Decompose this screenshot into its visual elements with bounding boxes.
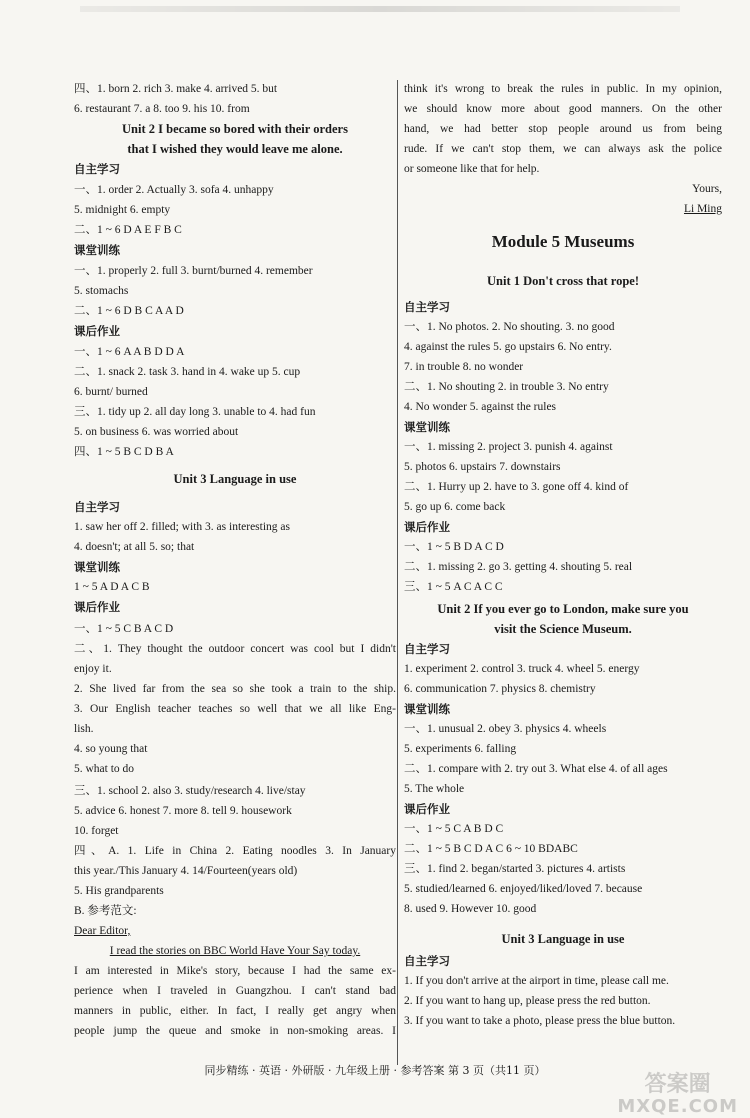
right-line (404, 540, 722, 554)
line-text: or someone like that for help. (404, 163, 540, 175)
left-line (74, 682, 396, 696)
line-text: enjoy it. (74, 663, 112, 675)
line-text: 5. what to do (74, 763, 135, 775)
left-line (74, 405, 396, 419)
line-text: 课后作业 (404, 802, 450, 816)
line-text: 5. studied/learned 6. enjoyed/liked/loved 7. because (404, 883, 643, 895)
line-text: Unit 1 Don't cross that rope! (487, 274, 639, 288)
line-text: 4. No wonder 5. against the rules (404, 401, 557, 413)
left-line (74, 580, 396, 594)
line-text: 4. so young that (74, 743, 148, 755)
right-line (404, 580, 722, 594)
left-line (74, 1004, 396, 1018)
line-text: 一、1. properly 2. full 3. burnt/burned 4. remember (74, 265, 313, 277)
line-text: Unit 3 Language in use (501, 932, 625, 946)
left-line (74, 1024, 396, 1038)
line-text: Dear Editor, (74, 925, 131, 937)
line-text: 课后作业 (404, 520, 450, 534)
right-line (404, 722, 722, 736)
right-line (404, 142, 722, 156)
left-section-label (74, 324, 396, 338)
line-text: 2. If you want to hang up, please press the red button. (404, 995, 651, 1007)
line-text: 二、1 ~ 5 B C D A C 6 ~ 10 BDABC (404, 843, 578, 855)
line-text: 二、1. compare with 2. try out 3. What else 4. of all ages (404, 763, 668, 775)
line-text: 一、1. order 2. Actually 3. sofa 4. unhappy (74, 184, 274, 196)
left-line (74, 520, 396, 534)
line-text: 7. in trouble 8. no wonder (404, 361, 524, 373)
line-text: 二、1 ~ 6 D B C A A D (74, 305, 184, 317)
line-text: 5. advice 6. honest 7. more 8. tell 9. housework (74, 805, 292, 817)
left-line (74, 642, 396, 656)
line-text: 8. used 9. However 10. good (404, 903, 537, 915)
line-text: 4. doesn't; at all 5. so; that (74, 541, 195, 553)
left-section-label (74, 560, 396, 574)
left-line (74, 984, 396, 998)
line-text: 课堂训练 (74, 560, 120, 574)
right-section-label (404, 420, 722, 434)
left-section-label (74, 600, 396, 614)
line-text: 6. restaurant 7. a 8. too 9. his 10. from (74, 103, 250, 115)
watermark-logo (617, 1074, 738, 1118)
watermark-line2: MXQE.COM (617, 1096, 738, 1117)
right-line (404, 360, 722, 374)
right-section-label (404, 300, 722, 314)
line-text: I am interested in Mike's story, because I had the same ex- (74, 965, 396, 977)
line-text: Unit 2 I became so bored with their orders (122, 122, 348, 136)
line-text: Li Ming (683, 203, 722, 215)
line-text: 课后作业 (74, 600, 120, 614)
line-text: 一、1 ~ 5 C B A C D (74, 623, 174, 635)
right-line (404, 82, 722, 96)
right-line (404, 162, 722, 176)
right-unit-heading (404, 622, 722, 636)
line-text: 3. Our English teacher teaches so well that we all like Eng- (74, 703, 396, 715)
line-text: perience when I traveled in Guangzhou. I can't stand bad (74, 985, 396, 997)
line-text: 5. go up 6. come back (404, 501, 506, 513)
right-line (404, 500, 722, 514)
left-line (74, 844, 396, 858)
line-text: 课堂训练 (74, 243, 120, 257)
line-text: 二、1. They thought the outdoor concert was cool but I didn't (74, 643, 396, 655)
left-section-label (74, 162, 396, 176)
right-line (404, 122, 722, 136)
line-text: 三、1. school 2. also 3. study/research 4. live/stay (74, 785, 306, 797)
line-text: 自主学习 (404, 300, 450, 314)
line-text: 三、1. tidy up 2. all day long 3. unable to 4. had fun (74, 406, 316, 418)
left-line (74, 203, 396, 217)
right-line (404, 762, 722, 776)
line-text: 4. against the rules 5. go upstairs 6. No entry. (404, 341, 612, 353)
line-text: 二、1. Hurry up 2. have to 3. gone off 4. kind of (404, 481, 629, 493)
line-text: 四、A. 1. Life in China 2. Eating noodles 3. In January (74, 845, 396, 857)
line-text: 10. forget (74, 825, 119, 837)
watermark-line1: 答案圈 (644, 1072, 711, 1097)
page-footer: 同步精练 · 英语 · 外研版 · 九年级上册 · 参考答案 第 3 页（共11 页） (204, 1064, 546, 1077)
line-text: 二、1. missing 2. go 3. getting 4. shouting 5. real (404, 561, 633, 573)
left-line (74, 964, 396, 978)
right-line (404, 782, 722, 796)
left-line (74, 82, 396, 96)
left-section-label (74, 500, 396, 514)
line-text: 二、1 ~ 6 D A E F B C (74, 224, 182, 236)
left-line (74, 264, 396, 278)
right-line (404, 994, 722, 1008)
right-section-label (404, 802, 722, 816)
line-text: 自主学习 (404, 954, 450, 968)
line-text: 5. midnight 6. empty (74, 204, 171, 216)
line-text: Module 5 Museums (491, 232, 635, 251)
left-line (74, 540, 396, 554)
right-line (404, 974, 722, 988)
line-text: 一、1 ~ 5 C A B D C (404, 823, 504, 835)
right-line (404, 822, 722, 836)
left-line (74, 884, 396, 898)
right-line (404, 862, 722, 876)
left-line (74, 742, 396, 756)
line-text: B. 参考范文: (74, 905, 137, 917)
line-text: 自主学习 (74, 162, 120, 176)
left-line (74, 702, 396, 716)
line-text: 5. stomachs (74, 285, 129, 297)
line-text: lish. (74, 723, 94, 735)
line-text: this year./This January 4. 14/Fourteen(years old) (74, 865, 298, 877)
line-text: Unit 3 Language in use (173, 472, 297, 486)
line-text: think it's wrong to break the rules in public. In my opinion, (404, 83, 722, 95)
left-line (74, 102, 396, 116)
line-text: 5. photos 6. upstairs 7. downstairs (404, 461, 561, 473)
line-text: Unit 2 If you ever go to London, make sure you (437, 602, 689, 616)
left-section-label (74, 243, 396, 257)
line-text: manners in public, either. In fact, I really get angry when (74, 1005, 396, 1017)
line-text: 5. on business 6. was worried about (74, 426, 239, 438)
line-text: rude. If we can't stop them, we can always ask the police (404, 143, 722, 155)
right-line (404, 480, 722, 494)
line-text: 5. The whole (404, 783, 465, 795)
left-line (74, 304, 396, 318)
line-text: 1 ~ 5 A D A C B (74, 581, 150, 593)
left-line (74, 762, 396, 776)
line-text: 三、1 ~ 5 A C A C C (404, 581, 503, 593)
right-line (404, 380, 722, 394)
right-line (404, 340, 722, 354)
left-line (74, 345, 396, 359)
line-text: 6. communication 7. physics 8. chemistry (404, 683, 596, 695)
left-salutation (74, 924, 396, 938)
line-text: 课后作业 (74, 324, 120, 338)
line-text: 一、1 ~ 5 B D A C D (404, 541, 504, 553)
left-line (74, 824, 396, 838)
left-line (74, 722, 396, 736)
right-line (404, 662, 722, 676)
right-signature (404, 202, 722, 216)
line-text: 四、1. born 2. rich 3. make 4. arrived 5. but (74, 83, 278, 95)
right-unit-heading (404, 602, 722, 616)
left-unit-heading (74, 472, 396, 486)
right-line (404, 560, 722, 574)
right-module-title (404, 232, 722, 252)
line-text: we should know more about good manners. On the other (404, 103, 722, 115)
right-line (404, 842, 722, 856)
left-line (74, 864, 396, 878)
left-line (74, 425, 396, 439)
left-line (74, 365, 396, 379)
line-text: 自主学习 (404, 642, 450, 656)
line-text: 一、1. unusual 2. obey 3. physics 4. wheels (404, 723, 607, 735)
line-text: 6. burnt/ burned (74, 386, 148, 398)
line-text: I read the stories on BBC World Have Your Say today. (109, 945, 361, 957)
line-text: 2. She lived far from the sea so she took a train to the ship. (74, 683, 396, 695)
line-text: people jump the queue and smoke in non-smoking areas. I (74, 1025, 396, 1037)
line-text: visit the Science Museum. (494, 622, 632, 636)
left-unit-heading (74, 142, 396, 156)
right-signoff (404, 182, 722, 196)
line-text: Yours, (692, 183, 722, 195)
right-line (404, 902, 722, 916)
left-line (74, 183, 396, 197)
right-section-label (404, 954, 722, 968)
line-text: 二、1. No shouting 2. in trouble 3. No entry (404, 381, 609, 393)
right-section-label (404, 702, 722, 716)
left-line (74, 385, 396, 399)
left-line (74, 904, 396, 918)
right-line (404, 460, 722, 474)
left-line (74, 944, 396, 958)
left-line (74, 284, 396, 298)
right-line (404, 400, 722, 414)
line-text: 课堂训练 (404, 702, 450, 716)
right-line (404, 742, 722, 756)
right-line (404, 102, 722, 116)
right-unit-heading (404, 932, 722, 946)
left-line (74, 804, 396, 818)
line-text: 5. His grandparents (74, 885, 164, 897)
line-text: 3. If you want to take a photo, please press the blue button. (404, 1015, 676, 1027)
right-section-label (404, 642, 722, 656)
left-line (74, 223, 396, 237)
line-text: 四、1 ~ 5 B C D B A (74, 446, 174, 458)
left-unit-heading (74, 122, 396, 136)
line-text: 课堂训练 (404, 420, 450, 434)
right-line (404, 682, 722, 696)
right-line (404, 320, 722, 334)
line-text: 一、1. missing 2. project 3. punish 4. against (404, 441, 613, 453)
line-text: 一、1 ~ 6 A A B D D A (74, 346, 185, 358)
line-text: 1. saw her off 2. filled; with 3. as interesting as (74, 521, 291, 533)
right-section-label (404, 520, 722, 534)
line-text: 一、1. No photos. 2. No shouting. 3. no good (404, 321, 615, 333)
line-text: 二、1. snack 2. task 3. hand in 4. wake up 5. cup (74, 366, 301, 378)
line-text: that I wished they would leave me alone. (127, 142, 343, 156)
left-line (74, 622, 396, 636)
right-line (404, 882, 722, 896)
line-text: hand, we had better stop people around us from being (404, 123, 722, 135)
right-unit-heading (404, 274, 722, 288)
top-scan-mark (80, 6, 680, 12)
right-line (404, 1014, 722, 1028)
line-text: 自主学习 (74, 500, 120, 514)
line-text: 1. experiment 2. control 3. truck 4. wheel 5. energy (404, 663, 640, 675)
line-text: 5. experiments 6. falling (404, 743, 517, 755)
column-divider (397, 80, 398, 1065)
line-text: 三、1. find 2. began/started 3. pictures 4. artists (404, 863, 626, 875)
right-line (404, 440, 722, 454)
left-line (74, 662, 396, 676)
left-line (74, 445, 396, 459)
left-line (74, 784, 396, 798)
line-text: 1. If you don't arrive at the airport in time, please call me. (404, 975, 669, 987)
